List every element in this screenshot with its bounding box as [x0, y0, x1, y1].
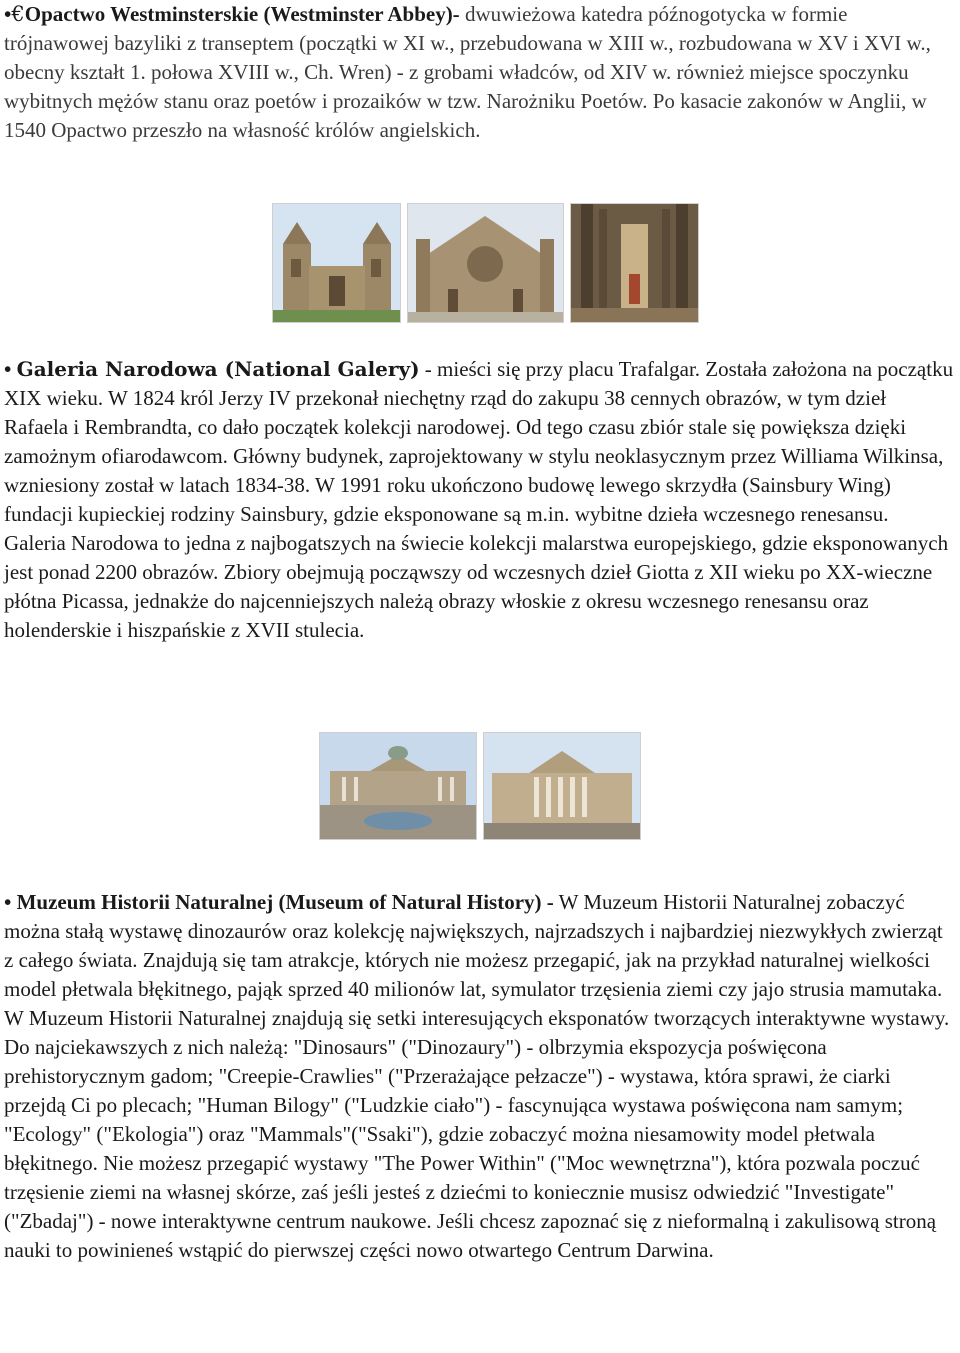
westminster-interior-photo — [570, 203, 699, 323]
westminster-facade-photo — [272, 203, 401, 323]
section-body: dwuwieżowa katedra późnogotycka w formie trójnawowej bazyliki z transeptem (początki w XI w., przebudowana w XIII w., rozbudowana w XV i XVI w., obecny kształt 1. połowa XVIII w., Ch. Wren) - z grobami władców, od XIV w. również miejsce spoczynku wybitnych mężów stanu oraz poetów i prozaików w tzw. Narożniku Poetów. Po kasacie zakonów w Anglii, w 1540 Opactwo przeszło na własność królów angielskich. — [4, 2, 931, 142]
paragraph-westminster — [4, 0, 954, 145]
photo-row-national-gallery — [319, 732, 641, 840]
photo-row-westminster — [272, 203, 699, 323]
section-title: Galeria Narodowa (National Galery) — [16, 357, 420, 381]
section-natural-history — [4, 888, 954, 1265]
section-body: - mieści się przy placu Trafalgar. Została założona na początku XIX wieku. W 1824 król Jerzy IV przekonał niechętny rząd do zakupu 38 cennych obrazów, w tym dzieł Rafaela i Rembrandta, co dało początek kolekcji narodowej. Od tego czasu zbiór stale się powiększa dzięki zamożnym ofiarodawcom. Główny budynek, zaprojektowany w stylu neoklasycznym przez Williama Wilkinsa, wzniesiony został w latach 1834-38. W 1991 roku ukończono budowę lewego skrzydła (Sainsbury Wing) fundacji kupieckiej rodziny Sainsbury, gdzie eksponowane są m.in. wybitne dzieła wczesnego renesansu. Galeria Narodowa to jedna z najbogatszych na świecie kolekcji malarstwa europejskiego, gdzie eksponowanych jest ponad 2200 obrazów. Zbiory obejmują począwszy od wczesnych dzieł Giotta z XII wieku po XX-wieczne płótna Picassa, jednakże do najcenniejszych należą obrazy włoskie z okresu wczesnego renesansu oraz holenderskie i hiszpańskie z XVII stulecia. — [4, 357, 954, 642]
section-title: Opactwo Westminsterskie (Westminster Abbey)- — [24, 2, 460, 26]
section-national-gallery — [4, 355, 954, 645]
paragraph-national-gallery — [4, 355, 954, 645]
bullet-icon: • — [4, 357, 12, 381]
section-body: W Muzeum Historii Naturalnej zobaczyć można stałą wystawę dinozaurów oraz kolekcję największych, najrzadszych i najbardziej niezwykłych zwierząt z całego świata. Znajdują się tam atrakcje, których nie możesz przegapić, jak na przykład naturalnej wielkości model płetwala błękitnego, pająk sprzed 40 milionów lat, symulator trzęsienia ziemi czy jajo strusia mamutaka. W Muzeum Historii Naturalnej znajdują się setki interesujących eksponatów tworzących interaktywne wystawy. Do najciekawszych z nich należą: "Dinosaurs" ("Dinozaury") - olbrzymia ekspozycja poświęcona prehistorycznym gadom; "Creepie-Crawlies" ("Przerażające pełzacze") - wystawa, która sprawi, że ciarki przejdą Ci po plecach; "Human Bilogy" ("Ludzkie ciało") - fascynująca wystawa poświęcona nam samym; "Ecology" ("Ekologia") oraz "Mammals"("Ssaki"), gdzie zobaczyć można niesamowity model płetwala błękitnego. Nie możesz przegapić wystawy "The Power Within" ("Moc wewnętrzna"), która pozwala poczuć trzęsienie ziemi na własnej skórze, zaś jeśli jesteś z dziećmi to koniecznie musisz odwiedzić "Investigate" ("Zbadaj") - nowe interaktywne centrum naukowe. Jeśli chcesz zapoznać się z nieformalną i zakulisową stroną nauki to powinieneś wstąpić do pierwszej części nowo otwartego Centrum Darwina. — [4, 890, 950, 1262]
trafalgar-square-photo — [319, 732, 477, 840]
paragraph-natural-history — [4, 888, 954, 1265]
bullet-icon: • — [4, 890, 12, 914]
euro-glyph-icon: € — [11, 2, 25, 26]
section-westminster-abbey — [4, 0, 954, 145]
national-gallery-facade-photo — [483, 732, 641, 840]
section-title: Muzeum Historii Naturalnej (Museum of Natural History) - — [16, 890, 554, 914]
bullet-icon: • — [4, 2, 12, 26]
westminster-transept-photo — [407, 203, 564, 323]
